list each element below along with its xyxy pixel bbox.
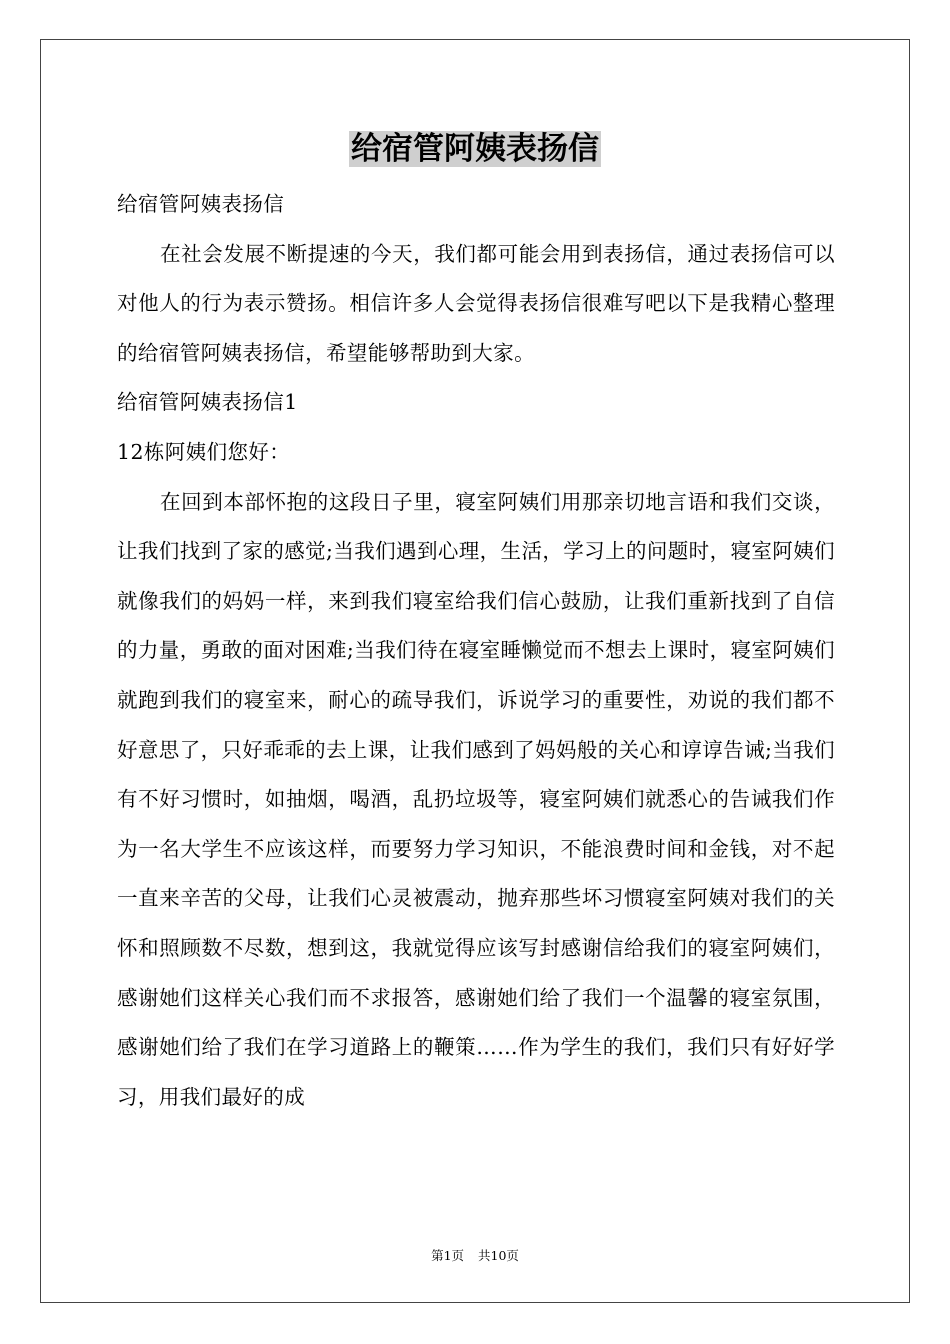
paragraph: 在社会发展不断提速的今天，我们都可能会用到表扬信，通过表扬信可以对他人的行为表示赞扬。相信许多人会觉得表扬信很难写吧以下是我精心整理的给宿管阿姨表扬信，希望能够帮助到大家。 bbox=[117, 241, 835, 365]
document-title-text: 给宿管阿姨表扬信 bbox=[351, 131, 599, 167]
paragraph: 12栋阿姨们您好： bbox=[117, 439, 291, 464]
paragraph: 给宿管阿姨表扬信1 bbox=[117, 390, 298, 415]
document-body bbox=[117, 180, 835, 1122]
page-total: 共10页 bbox=[478, 1248, 519, 1263]
page-number: 第1页 bbox=[431, 1248, 465, 1263]
paragraph: 在回到本部怀抱的这段日子里，寝室阿姨们用那亲切地言语和我们交谈，让我们找到了家的感觉;当我们遇到心理，生活，学习上的问题时，寝室阿姨们就像我们的妈妈一样，来到我们寝室给我们信心鼓励，让我们重新找到了自信的力量，勇敢的面对困难;当我们待在寝室睡懒觉而不想去上课时，寝室阿姨们就跑到我们的寝室来，耐心的疏导我们，诉说学习的重要性，劝说的我们都不好意思了，只好乖乖的去上课，让我们感到了妈妈般的关心和谆谆告诫;当我们有不好习惯时，如抽烟，喝酒，乱扔垃圾等，寝室阿姨们就悉心的告诫我们作为一名大学生不应该这样，而要努力学习知识，不能浪费时间和金钱，对不起一直来辛苦的父母，让我们心灵被震动，抛弃那些坏习惯寝室阿姨对我们的关怀和照顾数不尽数，想到这，我就觉得应该写封感谢信给我们的寝室阿姨们，感谢她们这样关心我们而不求报答，感谢她们给了我们一个温馨的寝室氛围，感谢她们给了我们在学习道路上的鞭策……作为学生的我们，我们只有好好学习，用我们最好的成 bbox=[117, 489, 835, 1109]
paragraph: 给宿管阿姨表扬信 bbox=[117, 192, 285, 216]
document-title bbox=[0, 127, 950, 171]
page-footer bbox=[0, 1246, 950, 1266]
